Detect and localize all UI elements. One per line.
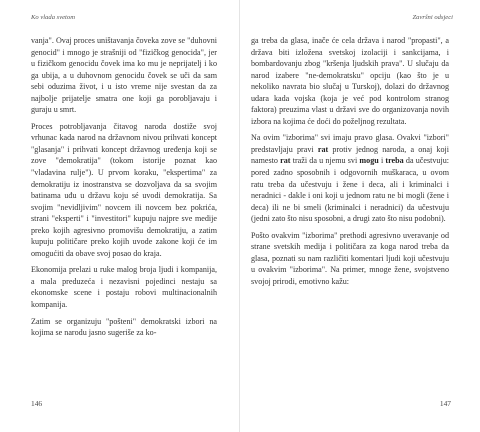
paragraph: Ekonomija prelazi u ruke malog broja ljudi i kompanija, a mala preduzeća i nezavisni pojedinci nestaju sa ekonomske scene i postaju robovi multinacionalnih kompanija. — [31, 265, 217, 310]
bold-text: rat — [280, 156, 291, 166]
right-page — [240, 0, 480, 432]
paragraph: Zatim se organizuju "pošteni" demokratski izbori na kojima se narodu jasno sugeriše za ko- — [31, 316, 217, 338]
text-run: traži da u njemu svi — [290, 156, 360, 166]
text-run: protiv jednog naroda, a onaj koji namesto — [251, 144, 449, 166]
running-head-right: Završni odsjeci — [412, 14, 453, 21]
paragraph: Pošto ovakvim "izborima" prethodi agresivno uveravanje od strane svetskih medija i političara za koga narod treba da glasa, poznati su nam različiti komentari ljudi koji učestvuju u ovakvim "izborima". Na primer, mnoge žene, svojstveno svojoj prirodi, emotivno kažu: — [251, 230, 449, 286]
left-page-text — [31, 35, 217, 344]
paragraph: vanja". Ovaj proces uništavanja čoveka zove se "duhovni genocid" i mnogo je strašniji od "fizičkog genocida", jer u fizičkom genocidu čovek ima ko mu je neprijatelj i ko ga ubija, a u duhovnom genocidu čovek se uči da sam sebi oduzima život, i u isto vreme nije svestan da za najbolje prijatelje smatra one koji ga porobljavaju i guraju u smrt. — [31, 36, 217, 115]
page-number-left: 146 — [31, 399, 43, 408]
paragraph: ga treba da glasa, inače će cela država i narod "propasti", a država biti izložena svetskoj izolaciji i sankcijama, i bombardovanju zbog "kršenja ljudskih prava". U slučaju da narod izabere "ne-demokratsku" opciju (kao što je u nekoliko navrata bio slučaj u Turskoj), dolazi do državnog udara kada vojska (koja je već pod kontrolom stranog faktora) preuzima vlast u državi sve do organizovanja novih izbora na kojima će doći do poželjnog rezultata. — [251, 36, 449, 126]
text-run: da učestvuju: pored zadno sposobnih i odgovornih muškaraca, u ovom ratu treba da učestvuju i žene i deca, ali i kriminalci i neradnici - dakle i oni koji u jednom ratu ne bi mogli (žene i deca) ili ne bi smeli (kriminalci i neradnici) da učestvuju (jedni zato što nisu sposobni, a drugi zato što nisu podobni). — [251, 156, 449, 224]
page-number-right: 147 — [439, 399, 451, 408]
text-run: Na ovim "izborima" svi imaju pravo glasa. Ovakvi "izbori" predstavljaju pravi — [251, 133, 449, 154]
text-run: i — [378, 156, 386, 166]
bold-text: rat — [317, 144, 329, 154]
bold-text: mogu — [359, 156, 379, 166]
running-head-left: Ko vlada svetom — [31, 14, 75, 21]
paragraph: Proces potrobljavanja čitavog naroda dostiže svoj vrhunac kada narod na državnom nivou prihvati koncept "glasanja" i prihvati koncept državnog uređenja koji se zove "demokratija" (tokom istorije poznat kao "vladavina rulje"). U prvom koraku, "ekspertima" za demokratiju iz inostranstva se dozvoljava da sa svojim batinama uđu u državu koju sé uvodi demokratija. Sa svojim "nevidljivim" novcem ili novcem bez pokrića, strani "eksperti" i "investitori" kupuju najpre sve medije preko kojih agresivno promovišu demokratiju, a zatim kupuju političare preko kojih uvode zakone koji će im omogućiti da obave svoj posao do kraja. — [31, 121, 217, 258]
bold-text: treba — [385, 156, 404, 166]
right-page-text — [251, 35, 449, 292]
paragraph — [251, 132, 449, 224]
